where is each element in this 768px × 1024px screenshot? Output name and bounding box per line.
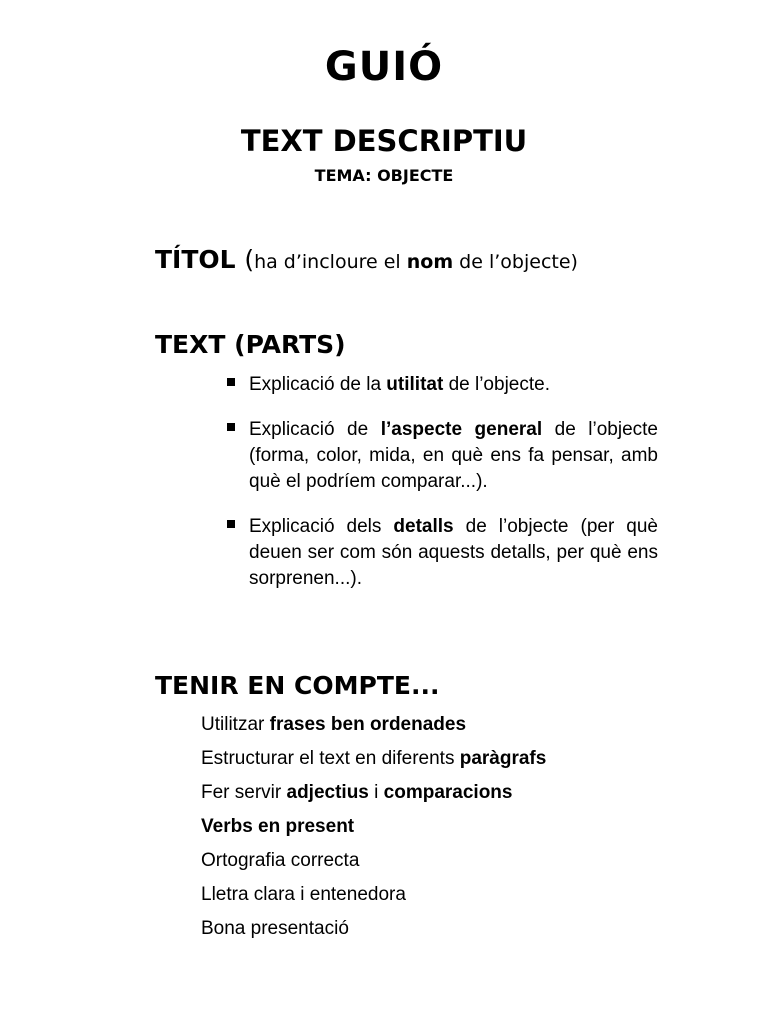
item-text: Estructurar el text en diferents: [201, 748, 460, 769]
titol-note-post: de l’objecte): [453, 251, 578, 273]
titol-paren: (: [244, 245, 255, 274]
item-bold: detalls: [393, 516, 454, 537]
list-item: [201, 912, 546, 946]
item-bold: adjectius: [286, 782, 369, 803]
list-item: [201, 878, 546, 912]
item-bold: Verbs en present: [201, 816, 355, 837]
list-item: [201, 742, 546, 776]
list-item: [222, 372, 658, 398]
list-item: [222, 514, 658, 592]
item-text: Bona presentació: [201, 918, 349, 939]
item-text: Explicació dels: [249, 516, 394, 537]
titol-note-bold: nom: [406, 251, 454, 273]
item-text: Fer servir: [201, 782, 287, 803]
list-item: [201, 844, 546, 878]
bullet-square-icon: [227, 423, 235, 431]
tenir-en-compte-list: [201, 708, 546, 946]
page-subtitle: TEXT DESCRIPTIU: [240, 124, 528, 158]
item-text: de l’objecte (forma, color, mida, en què ens fa pensar, amb què el podríem comparar...).: [249, 419, 658, 492]
titol-heading-label: TÍTOL: [155, 245, 236, 274]
topic-label: TEMA: OBJECTE: [314, 166, 454, 185]
list-item: [201, 708, 546, 742]
item-text: Explicació de la: [249, 374, 387, 395]
item-text: Lletra clara i entenedora: [201, 884, 406, 905]
list-item: [201, 810, 546, 844]
item-bold: l’aspecte general: [380, 419, 543, 440]
titol-note-pre: ha d’incloure el: [254, 251, 407, 273]
item-text: de l’objecte (per què deuen ser com són aquests detalls, per què ens sorprenen...).: [249, 516, 658, 589]
titol-heading: [155, 245, 578, 274]
item-text: de l’objecte.: [443, 374, 550, 395]
text-parts-heading: TEXT (PARTS): [155, 330, 346, 359]
bullet-square-icon: [227, 378, 235, 386]
list-item: [201, 776, 546, 810]
item-bold: frases ben ordenades: [269, 714, 467, 735]
text-parts-list: [222, 372, 658, 592]
item-bold: utilitat: [386, 374, 444, 395]
item-bold: paràgrafs: [459, 748, 547, 769]
item-text: Utilitzar: [201, 714, 270, 735]
page-title: GUIÓ: [324, 44, 444, 90]
bullet-square-icon: [227, 520, 235, 528]
titol-note: [254, 251, 578, 273]
item-text: Explicació de: [249, 419, 381, 440]
item-text: Ortografia correcta: [201, 850, 360, 871]
tenir-en-compte-heading: TENIR EN COMPTE...: [155, 671, 440, 700]
item-bold: comparacions: [383, 782, 513, 803]
item-text: i: [368, 782, 384, 803]
list-item: [222, 417, 658, 495]
